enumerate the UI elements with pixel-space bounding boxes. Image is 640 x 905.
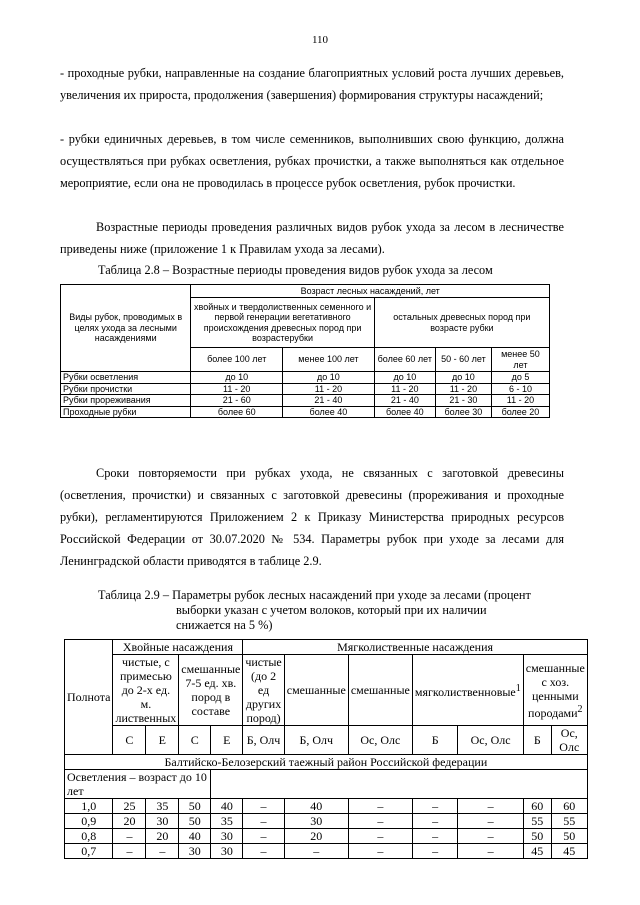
table-cell: 30 [211, 844, 243, 859]
table-cell: 55 [523, 814, 551, 829]
row-label: Рубки осветления [61, 372, 191, 384]
table-cell: – [412, 799, 458, 814]
row-label: Проходные рубки [61, 406, 191, 418]
table9-myagko-text: мягколиственновые [414, 684, 516, 699]
table-cell: более 40 [283, 406, 375, 418]
table-cell: 21 - 40 [374, 395, 435, 407]
table-row [61, 383, 550, 395]
table-cell: – [412, 829, 458, 844]
table-row [61, 406, 550, 418]
table-2-8-caption: Таблица 2.8 – Возрастные периоды проведения видов рубок ухода за лесом [98, 263, 493, 277]
table-cell: – [458, 844, 523, 859]
paragraph-thinning-passage: - проходные рубки, направленные на создание благоприятных условий роста лучших деревьев, увеличения их прироста, продолжения (завершения) формирования структуры насаждений; [60, 66, 564, 102]
table-cell: – [284, 844, 348, 859]
table-cell: 50 [179, 799, 211, 814]
table-cell: 60 [523, 799, 551, 814]
table-2-8 [60, 284, 550, 418]
table-2-9-caption-line3: снижается на 5 %) [176, 618, 273, 632]
table-cell: 11 - 20 [374, 383, 435, 395]
species-header: Б [523, 726, 551, 755]
table-cell: 50 [523, 829, 551, 844]
table-cell: 20 [284, 829, 348, 844]
table8-group-other-header: остальных древесных пород при возрасте рубки [374, 298, 549, 348]
table-cell: 11 - 20 [491, 395, 549, 407]
paragraph-age-periods-intro: Возрастные периоды проведения различных видов рубок ухода за лесом в лесничестве приведены ниже (приложение 1 к Правилам ухода за лесами). [60, 220, 564, 256]
table-2-9 [64, 639, 588, 859]
table-cell: 40 [284, 799, 348, 814]
table-row [61, 395, 550, 407]
species-header: Б, Олч [284, 726, 348, 755]
table-row [61, 372, 550, 384]
table-cell: 20 [113, 814, 146, 829]
table-cell: 11 - 20 [283, 383, 375, 395]
species-header: Е [211, 726, 243, 755]
table9-shan-header: смешанные [348, 655, 412, 726]
table9-hoz-text: смешанные с хоз. ценными породами [525, 660, 585, 720]
table-cell: 45 [551, 844, 587, 859]
polnota-cell: 0,9 [65, 814, 113, 829]
table-cell: – [348, 814, 412, 829]
table-cell: 50 [179, 814, 211, 829]
table-cell: более 30 [435, 406, 491, 418]
section-row: Осветления – возраст до 10 лет [65, 770, 211, 799]
table-cell: – [243, 829, 284, 844]
table-cell: – [412, 814, 458, 829]
polnota-cell: 0,8 [65, 829, 113, 844]
species-header: Е [146, 726, 179, 755]
polnota-cell: 1,0 [65, 799, 113, 814]
table-cell: – [243, 844, 284, 859]
table8-rowlabel-header: Виды рубок, проводимых в целях ухода за лесными насаждениями [61, 285, 191, 372]
table-cell: до 10 [374, 372, 435, 384]
table-cell: – [243, 799, 284, 814]
table-cell: 30 [211, 829, 243, 844]
polnota-cell: 0,7 [65, 844, 113, 859]
table-cell: 25 [113, 799, 146, 814]
table-cell: 30 [284, 814, 348, 829]
species-header: Ос, Олс [551, 726, 587, 755]
table-cell: 20 [146, 829, 179, 844]
table-2-9-caption-line2: выборки указан с учетом волоков, который при их наличии [176, 603, 487, 617]
table-cell: – [458, 814, 523, 829]
region-row: Балтийско-Белозерский таежный район Российской федерации [65, 755, 588, 770]
table9-conifer-header: Хвойные насаждения [113, 640, 243, 655]
table-cell: более 60 [191, 406, 283, 418]
table-cell: – [113, 829, 146, 844]
table-cell: 21 - 60 [191, 395, 283, 407]
table-cell: 21 - 30 [435, 395, 491, 407]
species-header: С [113, 726, 146, 755]
table-cell: до 10 [283, 372, 375, 384]
table8-subhead: более 100 лет [191, 348, 283, 372]
table-row [65, 844, 588, 859]
species-header: Ос, Олс [348, 726, 412, 755]
table9-mixed-soft-header: смешанные [284, 655, 348, 726]
table-cell: 21 - 40 [283, 395, 375, 407]
table8-subhead: 50 - 60 лет [435, 348, 491, 372]
table-cell: 55 [551, 814, 587, 829]
table-cell: 30 [179, 844, 211, 859]
table-cell: 11 - 20 [191, 383, 283, 395]
table-cell: до 10 [435, 372, 491, 384]
table-row [65, 799, 588, 814]
table-cell: более 40 [374, 406, 435, 418]
table8-age-header: Возраст лесных насаждений, лет [191, 285, 550, 298]
table-cell: 35 [146, 799, 179, 814]
table-cell: 30 [146, 814, 179, 829]
species-header: Б [412, 726, 458, 755]
table-cell: 35 [211, 814, 243, 829]
table9-myagko-header [412, 655, 523, 726]
table-cell: – [348, 829, 412, 844]
table-cell: – [348, 799, 412, 814]
table-cell: 40 [179, 829, 211, 844]
table-cell: 11 - 20 [435, 383, 491, 395]
table-2-9-caption-line1: Таблица 2.9 – Параметры рубок лесных насаждений при уходе за лесами (процент [98, 588, 531, 602]
section-row-filler [211, 770, 588, 799]
table-cell: – [412, 844, 458, 859]
footnote-mark: 2 [577, 703, 583, 715]
table9-clean-soft-header: чистые (до 2 ед других пород) [243, 655, 284, 726]
table-cell: – [348, 844, 412, 859]
table8-subhead: более 60 лет [374, 348, 435, 372]
table9-softwood-header: Мягколиственные насаждения [243, 640, 587, 655]
table-cell: 6 - 10 [491, 383, 549, 395]
species-header: Б, Олч [243, 726, 284, 755]
table-row [65, 814, 588, 829]
table-cell: 50 [551, 829, 587, 844]
paragraph-single-tree-cutting: - рубки единичных деревьев, в том числе семенников, выполнивших свою функцию, должна осуществляться при рубках осветления, рубках прочистки, а также выполняться как отдельное мероприятие, если она не проводилась в процессе рубок осветления, рубок прочистки. [60, 132, 564, 190]
table8-group-conifer-header: хвойных и твердолиственных семенного и первой генерации вегетативного происхождения древесных пород при возрастерубки [191, 298, 374, 348]
table-row [65, 829, 588, 844]
table-cell: до 5 [491, 372, 549, 384]
table9-clean-mixed-header: чистые, с примесью до 2-х ед. м. лиственных [113, 655, 179, 726]
row-label: Рубки прочистки [61, 383, 191, 395]
table-cell: 45 [523, 844, 551, 859]
table-cell: 60 [551, 799, 587, 814]
table-cell: – [146, 844, 179, 859]
table-cell: более 20 [491, 406, 549, 418]
paragraph-repeat-periods: Сроки повторяемости при рубках ухода, не связанных с заготовкой древесины (осветления, прочистки) и связанных с заготовкой древесины (прореживания и проходные рубки), регламентируются Приложением 2 к Приказу Министерства природных ресурсов Российской Федерации от 30.07.2020 № 534. Параметры рубок при уходе за лесами для Ленинградской области приводятся в таблице 2.9. [60, 466, 564, 568]
page-number: 110 [311, 34, 329, 46]
table-cell: – [113, 844, 146, 859]
species-header: С [179, 726, 211, 755]
footnote-mark: 1 [515, 682, 521, 694]
table9-polnota-header: Полнота [65, 640, 113, 755]
table-cell: – [458, 829, 523, 844]
species-header: Ос, Олс [458, 726, 523, 755]
table-cell: 40 [211, 799, 243, 814]
table8-subhead: менее 100 лет [283, 348, 375, 372]
table9-hoz-header [523, 655, 587, 726]
table-cell: до 10 [191, 372, 283, 384]
table-cell: – [458, 799, 523, 814]
table9-mixed-conifer-header: смешанные 7-5 ед. хв. пород в составе [179, 655, 243, 726]
table8-subhead: менее 50 лет [491, 348, 549, 372]
row-label: Рубки прореживания [61, 395, 191, 407]
table-cell: – [243, 814, 284, 829]
